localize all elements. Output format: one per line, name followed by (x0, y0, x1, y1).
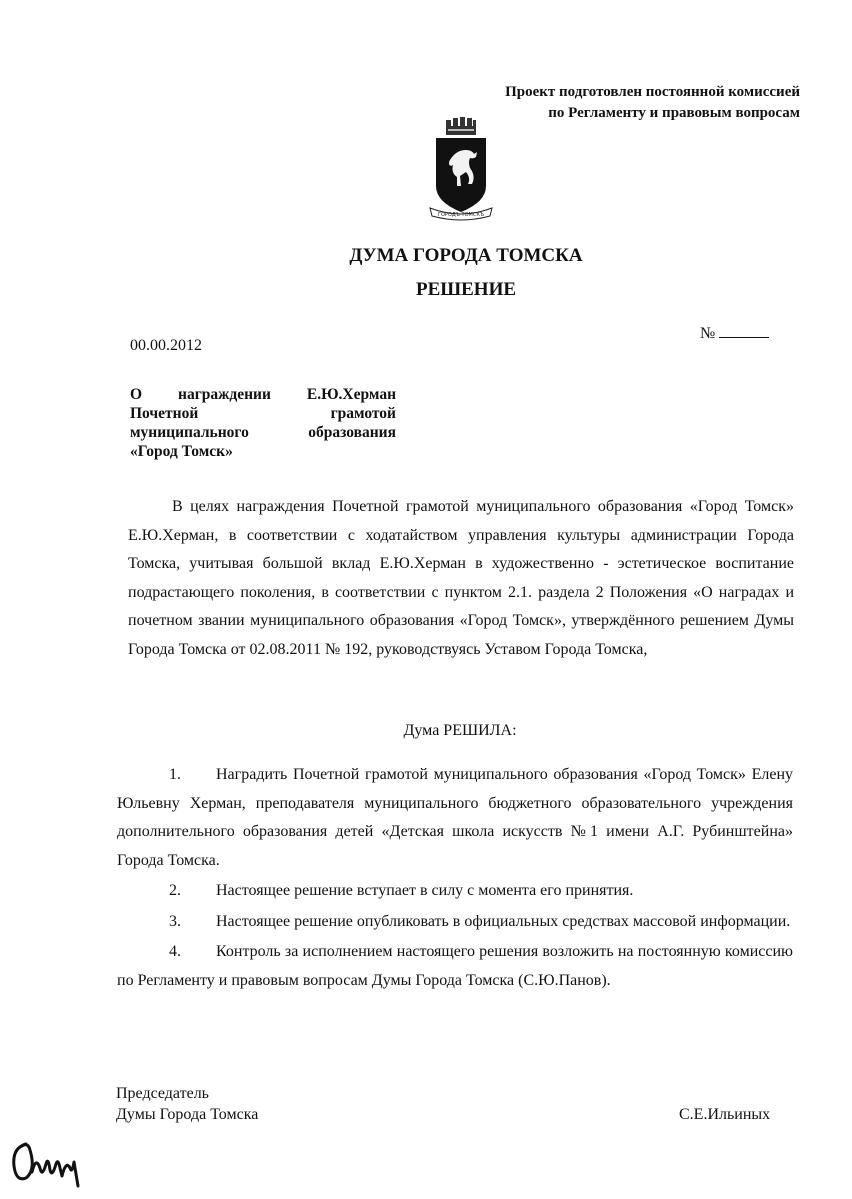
subject-line-1: О награждении Е.Ю.Херман (130, 386, 397, 403)
preamble-paragraph: В целях награждения Почетной грамотой муниципального образования «Город Томск» Е.Ю.Херман, в соответствии с ходатайством управления культуры администрации Города Томска, учитывая большой вклад Е.Ю.Херман в художественно - эстетическое воспитание подрастающего поколения, в соответствии с пунктом 2.1. раздела 2 Положения «О наградах и почетном звании муниципального образования «Город Томск», утверждённого решением Думы Города Томска от 02.08.2011 № 192, руководствуясь Уставом Города Томска, (128, 498, 794, 658)
signatory-position-line1: Председатель (116, 1085, 209, 1102)
decision-subject (130, 385, 396, 461)
svg-text:ГОРОДЪ ТОМСКЪ: ГОРОДЪ ТОМСКЪ (437, 212, 485, 218)
number-label: № (700, 325, 716, 342)
signatory-position-line2: Думы Города Томска (116, 1106, 259, 1123)
crown-icon (446, 117, 476, 135)
subject-line-2: Почетной грамотой (130, 405, 396, 422)
document-type: РЕШЕНИЕ (415, 279, 517, 300)
subject-line-3: муниципального образования (130, 424, 396, 441)
council-title: ДУМА ГОРОДА ТОМСКА (349, 245, 583, 266)
decision-item: 4. Контроль за исполнением настоящего решения возложить на постоянную комиссию по Регламенту и правовым вопросам Думы Города Томска (С.Ю.Панов). (117, 943, 793, 989)
signatory-name: С.Е.Ильиных (679, 1106, 771, 1123)
decision-item: 3. Настоящее решение опубликовать в официальных средствах массовой информации. (169, 912, 791, 930)
decision-items (117, 761, 793, 995)
decision-item: 1. Наградить Почетной грамотой муниципального образования «Город Томск» Елену Юльевну Херман, преподавателя муниципального бюджетного образовательного учреждения дополнительного образования детей «Детская школа искусств №1 имени А.Г. Рубинштейна» Города Томска. (117, 766, 793, 869)
subject-line-4: «Город Томск» (130, 443, 233, 460)
decision-item: 2. Настоящее решение вступает в силу с момента его принятия. (169, 882, 634, 899)
document-number (700, 323, 769, 343)
document-date: 00.00.2012 (130, 337, 202, 354)
coat-of-arms-icon (428, 116, 494, 222)
resolved-heading: Дума РЕШИЛА: (403, 722, 517, 739)
number-blank (719, 323, 769, 338)
signatory-position (116, 1083, 258, 1125)
handwritten-signature-icon (8, 1138, 86, 1188)
project-note-line1: Проект подготовлен постоянной комиссией (505, 84, 800, 100)
project-note (505, 82, 800, 124)
project-note-line2: по Регламенту и правовым вопросам (548, 105, 800, 121)
